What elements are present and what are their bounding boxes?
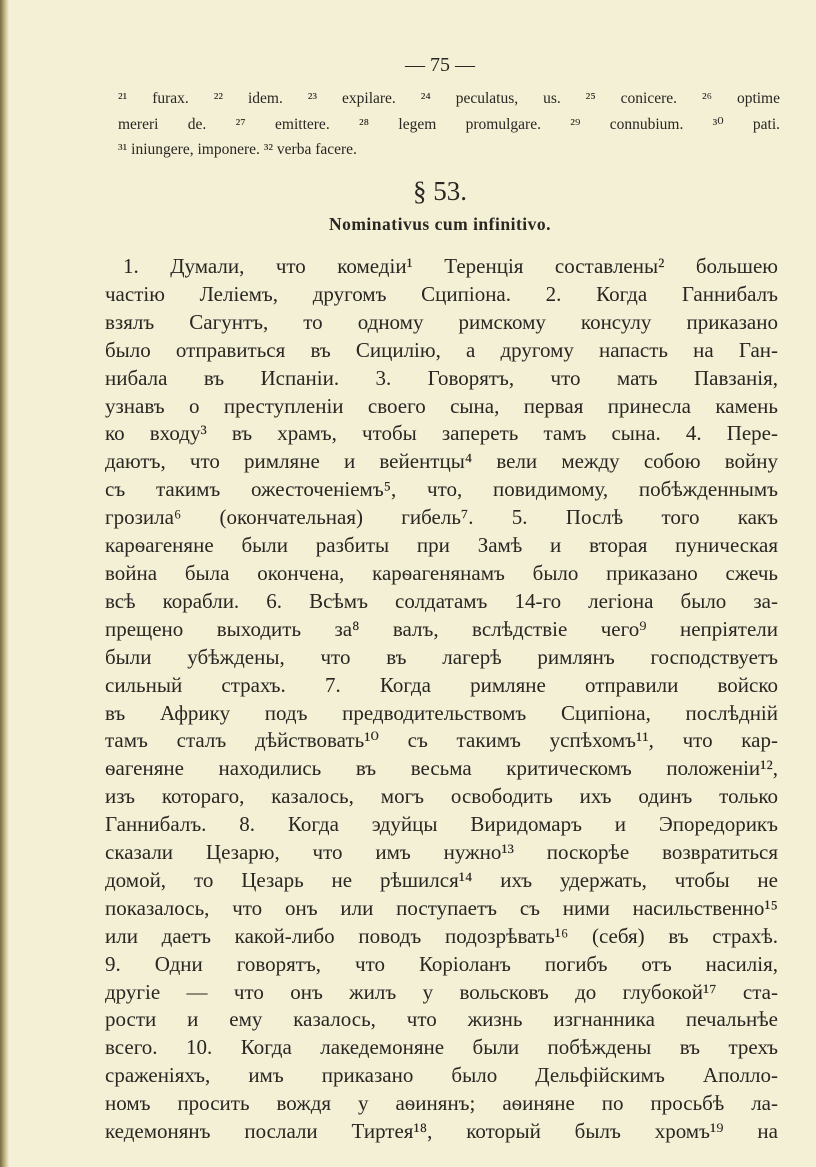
text-line: съ такимъ ожесточеніемъ⁵, что, повидимому, побѣжденнымъ [105,477,778,502]
text-line: даютъ, что римляне и вейентцы⁴ вели между собою войну [105,449,778,474]
text-line: грозила⁶ (окончательная) гибель⁷. 5. Послѣ того какъ [105,505,778,530]
text-line: было отправиться въ Сицилію, а другому напасть на Ган- [105,337,778,362]
text-line: домой, то Цезарь не рѣшился¹⁴ ихъ удержать, чтобы не [105,867,778,892]
text-line: номъ просить вождя у аѳинянъ; аѳиняне по просьбѣ ла- [105,1091,778,1116]
section-subtitle: Nominativus cum infinitivo. [328,214,552,234]
text-line: рости и ему казалось, что жизнь изгнанника печальнѣе [105,1007,778,1032]
text-line: Ганнибалъ. 8. Когда эдуйцы Виридомаръ и Эпоредорикъ [105,812,778,837]
text-line: ѳагеняне находились въ весьма критическомъ положеніи¹², [105,756,778,781]
text-line: сильный страхъ. 7. Когда римляне отправили войско [105,672,778,697]
text-line: сказали Цезарю, что имъ нужно¹³ поскорѣе возвратиться [105,840,778,865]
text-line: или даетъ какой-либо поводъ подозрѣвать¹⁶ (себя) въ страхѣ. [105,923,778,948]
text-line: были убѣждены, что въ лагерѣ римлянъ господствуетъ [105,644,778,669]
text-line: тамъ сталъ дѣйствовать¹⁰ съ такимъ успѣхомъ¹¹, что кар- [105,728,778,753]
text-line: карѳагеняне были разбиты при Замѣ и вторая пуническая [105,533,778,558]
footnote-line: ³¹ iniungere, imponere. ³² verba facere. [118,141,357,158]
text-line: узнавъ о преступленіи своего сына, первая принесла камень [105,393,778,418]
footnotes [118,86,780,163]
text-line: ко входу³ въ храмъ, чтобы запереть тамъ сына. 4. Пере- [105,421,778,446]
text-line: 9. Одни говорятъ, что Коріоланъ погибъ отъ насилія, [105,951,778,976]
text-line: всѣ корабли. 6. Всѣмъ солдатамъ 14-го легіона было за- [105,588,778,613]
text-line: нибала въ Испаніи. 3. Говорятъ, что мать Павзанія, [105,365,778,390]
text-line: въ Африку подъ предводительствомъ Сципіона, послѣдній [105,700,778,725]
footnote-line: mereri de. ²⁷ emittere. ²⁸ legem promulgare. ²⁹ connubium. ³⁰ pati. [118,115,780,133]
text-line: взялъ Сагунтъ, то одному римскому консулу приказано [105,309,778,334]
footnote-line: ²¹ furax. ²² idem. ²³ expilare. ²⁴ peculatus, us. ²⁵ conicere. ²⁶ optime [118,90,780,107]
section-heading: § 53. [413,176,467,206]
text-line: война была окончена, карѳагенянамъ было приказано сжечь [105,560,778,585]
text-line: частію Леліемъ, другомъ Сципіона. 2. Когда Ганнибалъ [105,281,778,306]
text-line: кедемонянъ послали Тиртея¹⁸, который былъ хромъ¹⁹ на [105,1119,778,1144]
text-line: изъ котораго, казалось, могъ освободить ихъ одинъ только [105,784,778,809]
text-line: другіе — что онъ жилъ у вольсковъ до глубокой¹⁷ ста- [105,979,778,1004]
text-line: сраженіяхъ, имъ приказано было Дельфійскимъ Аполло- [105,1063,778,1088]
text-line: прещено выходить за⁸ валъ, вслѣдствіе чего⁹ непріятели [105,616,778,641]
text-line: показалось, что онъ или поступаетъ съ ними насильственно¹⁵ [105,895,778,920]
text-line: всего. 10. Когда лакедемоняне были побѣждены въ трехъ [105,1035,778,1060]
text-line: 1. Думали, что комедіи¹ Теренція составлены² большею [123,254,778,278]
page-number: — 75 — [405,54,475,76]
body-text [105,253,778,1146]
